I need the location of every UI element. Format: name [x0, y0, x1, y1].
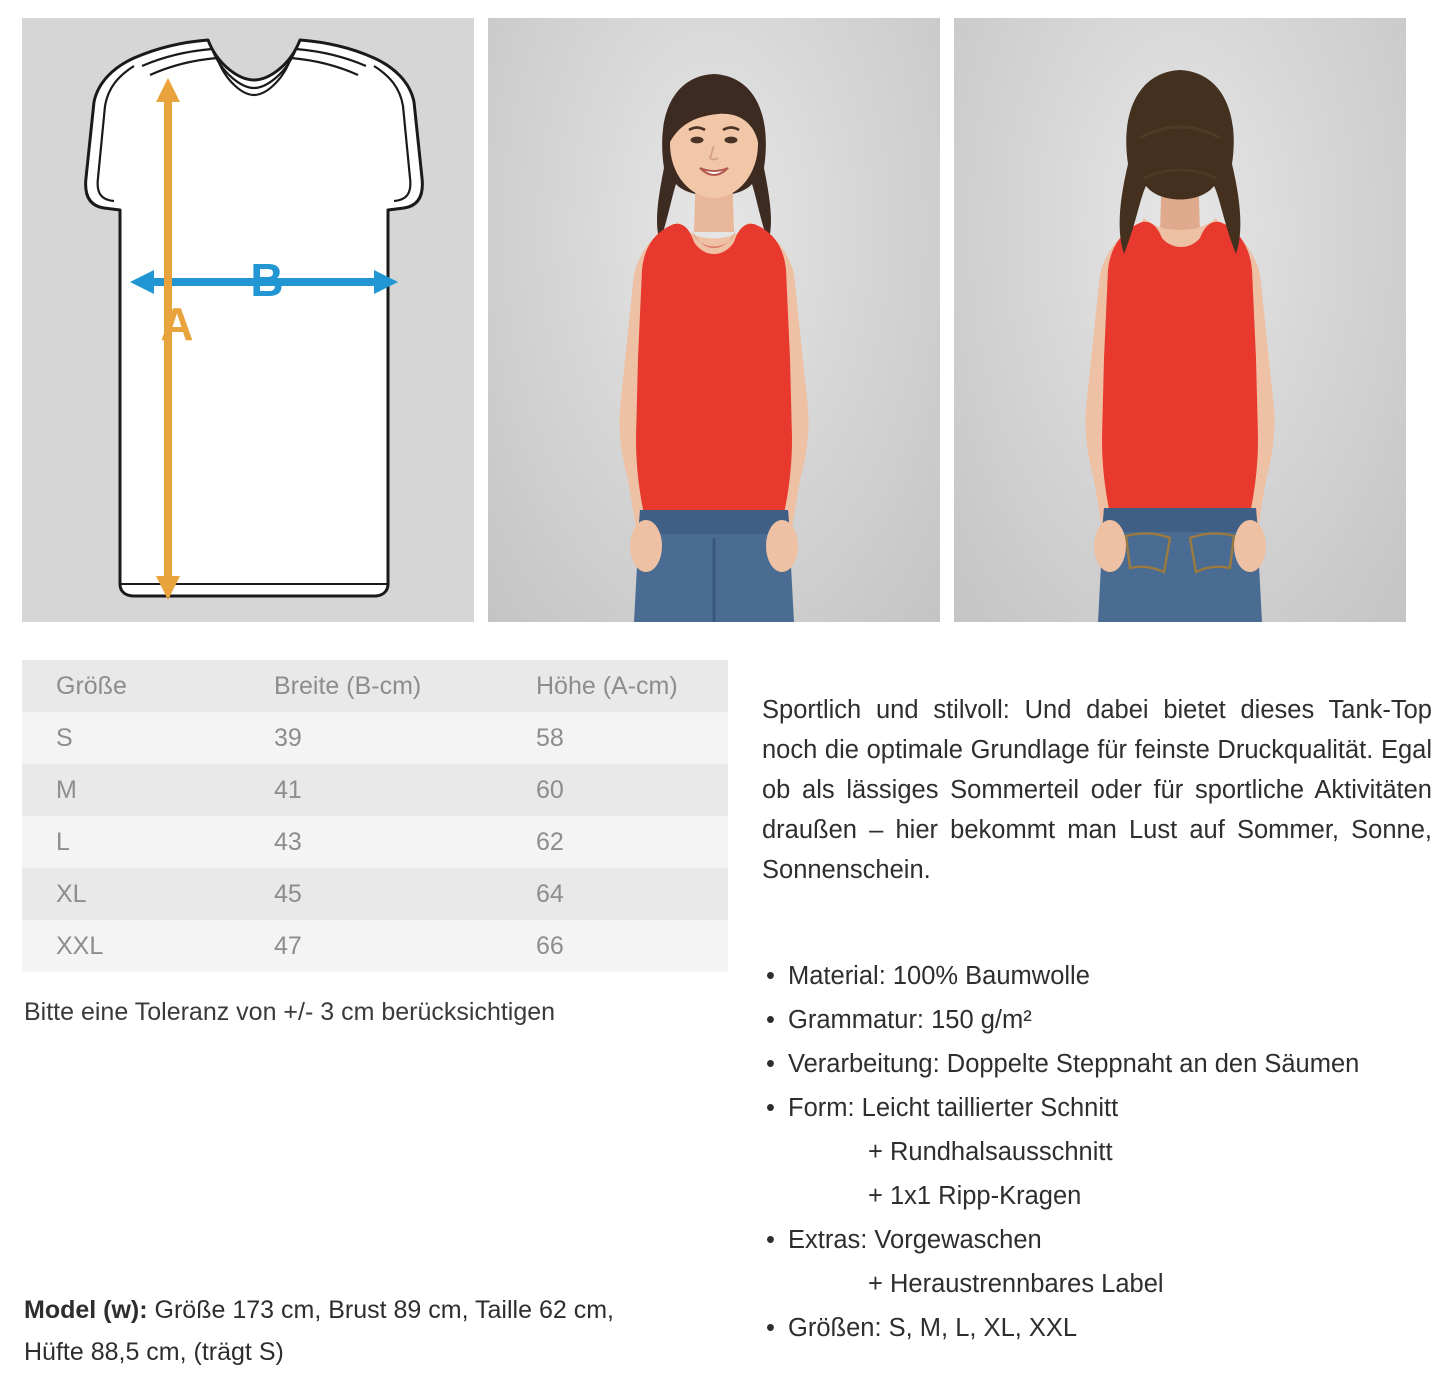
model-front-illustration [488, 18, 940, 622]
tolerance-note: Bitte eine Toleranz von +/- 3 cm berücksichtigen [24, 998, 556, 1026]
cell-width: 41 [274, 776, 302, 804]
cell-height: 60 [536, 776, 564, 804]
cell-height: 64 [536, 880, 564, 908]
table-row [22, 920, 728, 972]
bullet-icon: • [766, 1093, 775, 1122]
model-note-line2: Hüfte 88,5 cm, (trägt S) [24, 1338, 284, 1366]
list-item [762, 954, 1449, 998]
cell-size: L [56, 828, 70, 856]
cell-height: 66 [536, 932, 564, 960]
cell-height: 62 [536, 828, 564, 856]
list-item [762, 1218, 1449, 1306]
list-item [762, 1042, 1449, 1086]
model-back-illustration [954, 18, 1406, 622]
cell-size: M [56, 776, 77, 804]
cell-size: XL [56, 880, 87, 908]
bullet-icon: • [766, 1225, 775, 1254]
model-back-panel [954, 18, 1406, 622]
spec-text: Material: 100% Baumwolle [788, 961, 1090, 990]
model-note-label: Model (w): [24, 1296, 148, 1324]
list-item [762, 998, 1449, 1042]
bullet-icon: • [766, 1049, 775, 1078]
model-measurements-note [24, 1289, 724, 1373]
product-description: Sportlich und stilvoll: Und dabei bietet dieses Tank-Top noch die optimale Grundlage für feinste Druckqualität. Egal ob als lässiges Sommerteil oder für sportliche Aktivitäten draußen – hier bekommt man Lust auf Sommer, Sonne, Sonnenschein. [762, 695, 1432, 884]
spec-text: Form: Leicht taillierter Schnitt [788, 1093, 1119, 1122]
bullet-icon: • [766, 961, 775, 990]
technical-drawing-panel [22, 18, 474, 622]
cell-width: 43 [274, 828, 302, 856]
spec-text: Verarbeitung: Doppelte Steppnaht an den Säumen [788, 1049, 1360, 1078]
size-table [22, 660, 728, 972]
size-table-header-height: Höhe (A-cm) [536, 672, 678, 700]
cell-width: 45 [274, 880, 302, 908]
cell-size: S [56, 724, 73, 752]
cell-width: 39 [274, 724, 302, 752]
spec-text: Extras: Vorgewaschen [788, 1225, 1042, 1254]
spec-subitem: + Heraustrennbares Label [868, 1269, 1164, 1298]
table-row [22, 712, 728, 764]
spec-text: Grammatur: 150 g/m² [788, 1005, 1032, 1034]
cell-size: XXL [56, 932, 104, 960]
table-row [22, 764, 728, 816]
spec-text: Größen: S, M, L, XL, XXL [788, 1313, 1078, 1342]
size-table-column [22, 660, 732, 1350]
tank-top-technical-svg [22, 18, 474, 622]
bullet-icon: • [766, 1005, 775, 1034]
list-item [762, 1306, 1449, 1350]
table-row [22, 868, 728, 920]
product-image-row [0, 0, 1449, 622]
table-row [22, 816, 728, 868]
cell-width: 47 [274, 932, 302, 960]
size-table-header-size: Größe [56, 672, 127, 700]
cell-height: 58 [536, 724, 564, 752]
spec-subitem: + 1x1 Ripp-Kragen [868, 1181, 1082, 1210]
product-specs-list [762, 954, 1449, 1350]
height-label: A [160, 298, 194, 350]
size-table-header-row [22, 660, 728, 712]
model-front-panel [488, 18, 940, 622]
bullet-icon: • [766, 1313, 775, 1342]
spec-subitem: + Rundhalsausschnitt [868, 1137, 1113, 1166]
model-note-line1: Größe 173 cm, Brust 89 cm, Taille 62 cm, [147, 1296, 614, 1324]
size-table-header-width: Breite (B-cm) [274, 672, 422, 700]
description-column [762, 660, 1449, 1350]
product-details-row [0, 622, 1449, 1350]
list-item [762, 1086, 1449, 1218]
width-label: B [250, 254, 284, 306]
